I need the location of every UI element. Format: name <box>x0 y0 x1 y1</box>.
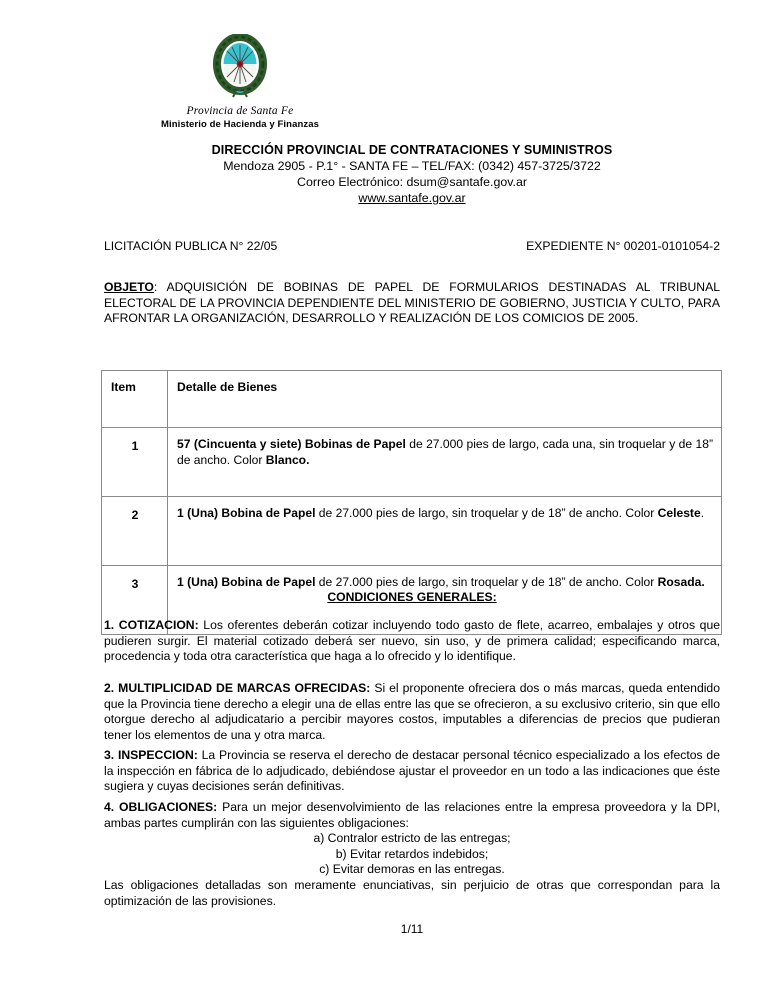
objeto-label: OBJETO <box>104 280 154 294</box>
expediente-number: EXPEDIENTE N° 00201-0101054-2 <box>526 239 720 253</box>
detail-bold-color: Rosada. <box>657 575 705 589</box>
province-name: Provincia de Santa Fe <box>186 105 294 117</box>
clause-body: Los oferentes deberán cotizar incluyendo todo gasto de flete, acarreo, embalajes y otros que pudieren surgir. El material cotizado deberá ser nuevo, sin uso, y de primera calidad; especificando marca, procedencia y toda otra característica que haga a lo ofrecido y lo identifique. <box>104 618 720 664</box>
detail-bold-color: Blanco. <box>265 452 310 467</box>
licitacion-number: LICITACIÓN PUBLICA N° 22/05 <box>104 239 278 253</box>
letterhead <box>104 34 376 131</box>
column-header-item: Item <box>102 371 168 428</box>
obligaciones-list <box>104 831 720 878</box>
list-item: b) Evitar retardos indebidos; <box>335 846 489 861</box>
list-item: a) Contralor estricto de las entregas; <box>313 831 511 846</box>
office-website[interactable] <box>104 190 720 206</box>
ministry-name: Ministerio de Hacienda y Finanzas <box>161 119 319 130</box>
clause-multiplicidad-marcas <box>104 681 720 743</box>
clause-heading: 4. OBLIGACIONES: <box>104 800 218 814</box>
cell-item-detail <box>168 497 722 566</box>
clause-heading: 1. COTIZACION: <box>104 618 199 632</box>
clause-heading: 3. INSPECCION: <box>104 748 198 762</box>
page-footer <box>104 922 720 936</box>
table-row <box>102 428 722 497</box>
page-number: 1/11 <box>400 922 424 936</box>
clause-body: Para un mejor desenvolvimiento de las relaciones entre la empresa proveedora y la DPI, ambas partes cumplirán con las siguientes obligaciones: <box>104 800 721 830</box>
detail-bold-quantity: 1 (Una) Bobina de Papel <box>177 506 316 520</box>
detail-bold-quantity: 57 (Cincuenta y siete) Bobinas de Papel <box>177 437 406 451</box>
list-item: c) Evitar demoras en las entregas. <box>319 862 505 877</box>
objeto-paragraph <box>104 280 720 327</box>
obligaciones-tail: Las obligaciones detalladas son meramente enunciativas, sin perjuicio de otras que correspondan para la optimización de las provisiones. <box>104 877 720 908</box>
column-header-detail: Detalle de Bienes <box>168 371 722 428</box>
clause-obligaciones <box>104 800 720 909</box>
clause-body: Si el proponente ofreciera dos o más marcas, queda entendido que la Provincia tiene derecho a elegir una de ellas entre las que se ofrecieron, a su exclusivo criterio, sin que ello otorgue derecho al adjudicatario a percibir mayores costos, imputables a diferencias de precios que pudieran tener los elementos de una y otra marca. <box>104 681 720 742</box>
detail-body: de 27.000 pies de largo, cada una, sin troquelar y de 18” de ancho. Color <box>177 437 713 467</box>
clause-body: La Provincia se reserva el derecho de destacar personal técnico especializado a los efectos de la inspección en fábrica de lo adjudicado, debiéndose ajustar el proveedor en un todo a las indicaciones que éste sugiera y cuyas decisiones serán definitivas. <box>104 748 720 794</box>
reference-row <box>104 238 720 254</box>
objeto-separator: : <box>153 280 167 294</box>
clause-cotizacion <box>104 618 720 665</box>
detail-bold-quantity: 1 (Una) Bobina de Papel <box>177 575 316 589</box>
santa-fe-coat-of-arms-icon <box>212 34 268 102</box>
detail-bold-color: Celeste <box>657 506 701 520</box>
cell-item-number: 1 <box>102 428 168 497</box>
cell-item-number: 3 <box>102 566 168 635</box>
cell-item-detail <box>168 428 722 497</box>
office-title: DIRECCIÓN PROVINCIAL DE CONTRATACIONES Y SUMINISTROS <box>211 143 613 157</box>
office-website-link[interactable]: www.santafe.gov.ar <box>358 191 466 205</box>
office-email: Correo Electrónico: dsum@santafe.gov.ar <box>297 175 527 189</box>
conditions-title <box>104 590 720 604</box>
objeto-text: ADQUISICIÓN DE BOBINAS DE PAPEL DE FORMULARIOS DESTINADAS AL TRIBUNAL ELECTORAL DE LA PROVINCIA DEPENDIENTE DEL MINISTERIO DE GOBIERNO, JUSTICIA Y CULTO, PARA AFRONTAR LA ORGANIZACIÓN, DESARROLLO Y REALIZACIÓN DE LOS COMICIOS DE 2005. <box>104 280 720 325</box>
table-header-row <box>102 371 722 428</box>
document-header <box>104 142 720 206</box>
cell-item-number: 2 <box>102 497 168 566</box>
table-row <box>102 497 722 566</box>
office-address: Mendoza 2905 - P.1° - SANTA FE – TEL/FAX: (0342) 457-3725/3722 <box>223 159 601 173</box>
clause-obligaciones-intro <box>104 800 720 831</box>
clause-heading: 2. MULTIPLICIDAD DE MARCAS OFRECIDAS: <box>104 681 371 695</box>
clause-inspeccion <box>104 748 720 795</box>
detail-body: de 27.000 pies de largo, sin troquelar y de 18” de ancho. Color <box>315 575 658 589</box>
conditions-title-text: CONDICIONES GENERALES: <box>327 590 497 604</box>
detail-tail: . <box>700 506 705 520</box>
detail-body: de 27.000 pies de largo, sin troquelar y de 18” de ancho. Color <box>315 506 658 520</box>
